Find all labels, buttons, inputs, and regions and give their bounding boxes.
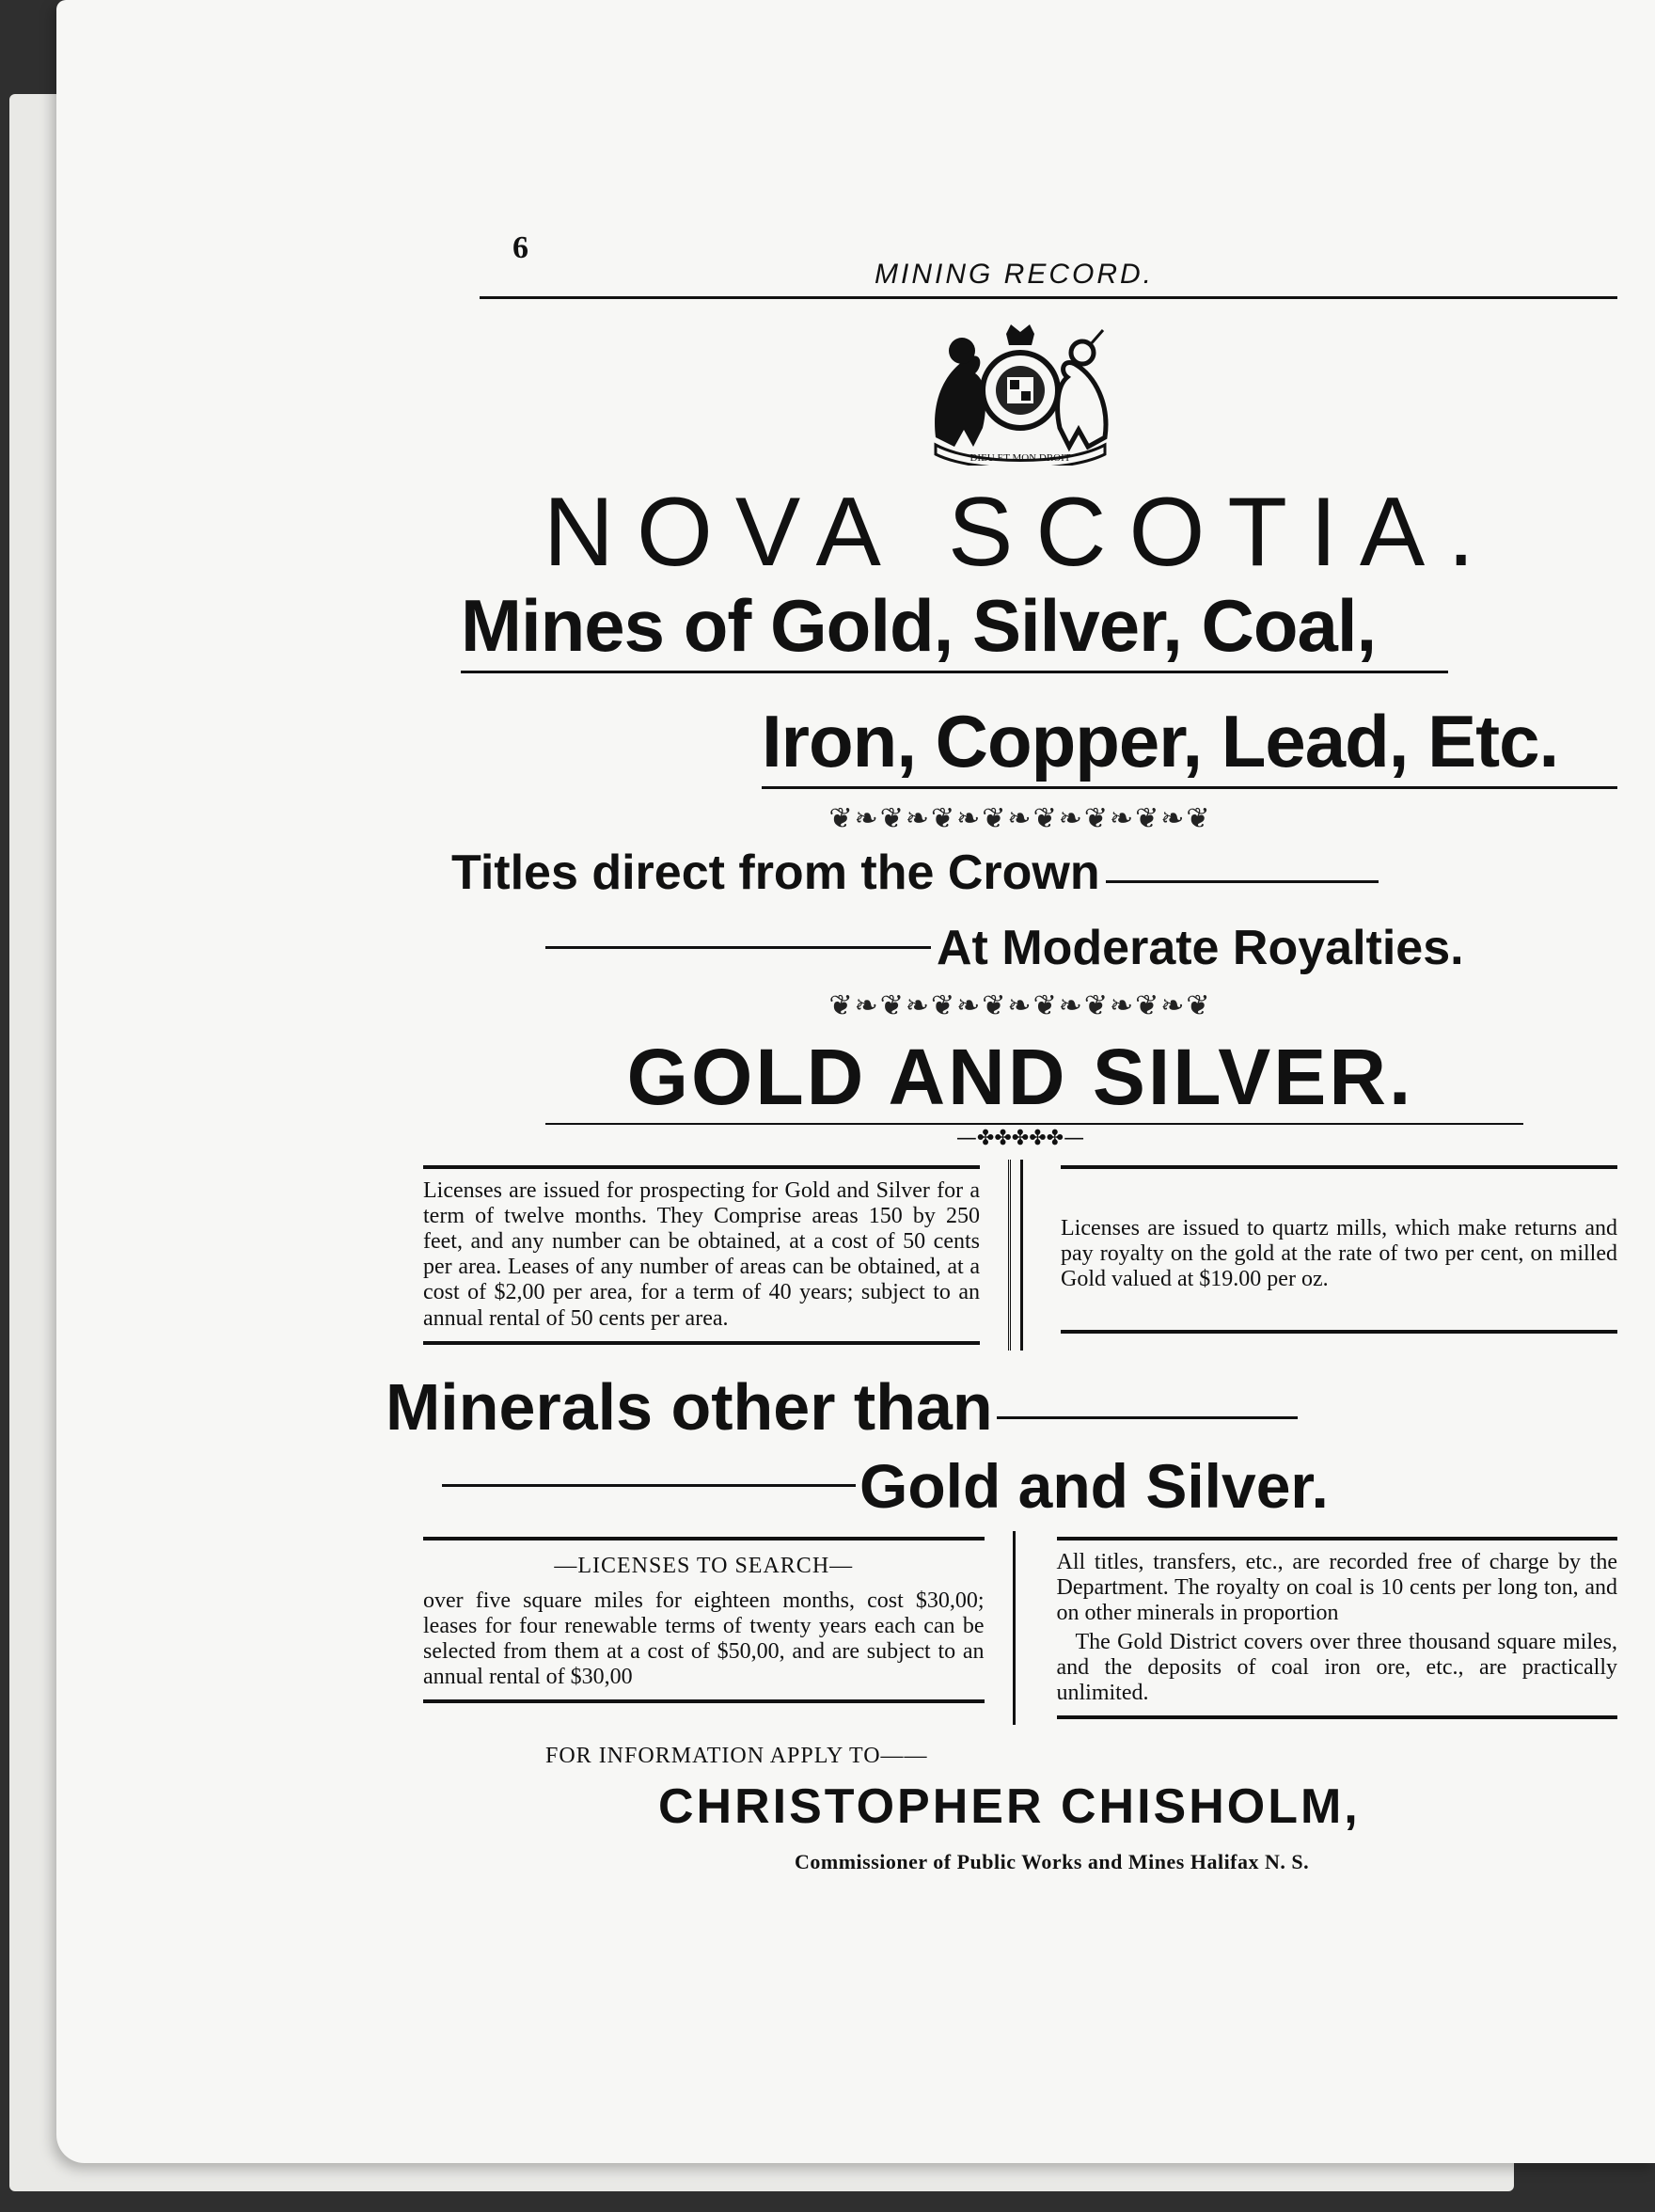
gold-silver-right-column: [1023, 1160, 1617, 1351]
minerals-line-2: [423, 1450, 1617, 1522]
page-content: [386, 221, 1617, 1874]
titles-recorded-text: All titles, transfers, etc., are recorded free of charge by the Department. The royalty on coal is 10 cents per long ton, and on other minerals in proportion: [1056, 1549, 1617, 1625]
running-title: MINING RECORD.: [875, 259, 1154, 290]
main-title: NOVA SCOTIA.: [543, 478, 1498, 587]
column-rule: [423, 1165, 980, 1169]
header-rule: [480, 296, 1617, 299]
gold-silver-heading: GOLD AND SILVER.: [626, 1032, 1414, 1121]
minerals-rule-2: [442, 1484, 856, 1487]
motto-text: DIEU ET MON DROIT: [969, 452, 1071, 464]
gold-silver-columns: [423, 1160, 1617, 1351]
column-divider: [1013, 1531, 1019, 1726]
column-rule: [423, 1537, 985, 1540]
titles-text: Titles direct from the Crown: [451, 845, 1100, 900]
prospecting-licenses-text: Licenses are issued for prospecting for Gold and Silver for a term of twelve months. They Comprise areas 150 by 250 feet, and any number can be obtained, at a cost of 50 cents per area. Leases of any number of areas can be obtained, at a cost of $2,00 per area, for a term of 40 years; subject to an annual rental of 50 cents per area.: [423, 1177, 980, 1331]
titles-rule: [1106, 880, 1379, 883]
minerals-rule: [997, 1416, 1298, 1419]
search-licenses-text: over five square miles for eighteen months, cost $30,00; leases for four renewable terms of twenty years each can be selected from them at a cost of $50,00, and are subject to an annual rental of $30,00: [423, 1588, 985, 1689]
apply-line: FOR INFORMATION APPLY TO——: [545, 1744, 928, 1769]
gold-silver-rule: [545, 1123, 1523, 1125]
page-header: [423, 221, 1617, 324]
column-rule: [423, 1699, 985, 1703]
iron-underline: [762, 786, 1617, 789]
gold-silver-left-column: [423, 1160, 1008, 1351]
ornament-divider-2: ❦❧❦❧❦❧❦❧❦❧❦❧❦❧❦: [828, 988, 1212, 1022]
royal-coat-of-arms-icon: [917, 324, 1124, 466]
gold-district-text: The Gold District covers over three thousand square miles, and the deposits of coal iron ore, etc., are practically unlimited.: [1056, 1629, 1617, 1706]
minerals-heading: Minerals other than: [386, 1369, 993, 1444]
royalties-line: [423, 920, 1617, 976]
column-rule: [1057, 1715, 1618, 1719]
mines-heading: Mines of Gold, Silver, Coal,: [461, 584, 1377, 668]
minerals-line-1: [386, 1369, 1617, 1445]
ornament-divider: ❦❧❦❧❦❧❦❧❦❧❦❧❦❧❦: [828, 801, 1212, 835]
minerals-right-column: [1019, 1531, 1618, 1726]
quartz-mills-text: Licenses are issued to quartz mills, which make returns and pay royalty on the gold at the rate of two per cent, on milled Gold valued at $19.00 per oz.: [1061, 1215, 1617, 1292]
column-rule: [423, 1341, 980, 1345]
royalties-text: At Moderate Royalties.: [937, 920, 1464, 975]
minerals-left-column: [423, 1531, 1013, 1726]
royalties-rule: [545, 946, 931, 949]
column-rule: [1057, 1537, 1618, 1540]
minerals-subheading: Gold and Silver.: [859, 1450, 1329, 1521]
contact-title: Commissioner of Public Works and Mines Halifax N. S.: [795, 1850, 1310, 1874]
document-page: [56, 0, 1655, 2163]
minerals-columns: [423, 1531, 1617, 1726]
column-rule: [1061, 1330, 1617, 1334]
iron-heading: Iron, Copper, Lead, Etc.: [762, 700, 1559, 783]
contact-name: CHRISTOPHER CHISHOLM,: [658, 1779, 1361, 1835]
small-ornament: —✤✤✤✤✤—: [955, 1126, 1085, 1150]
column-rule: [1061, 1165, 1617, 1169]
titles-line: [451, 845, 1617, 901]
column-divider: [1008, 1160, 1023, 1351]
mines-underline: [461, 671, 1448, 673]
page-number: 6: [512, 230, 528, 265]
licenses-to-search-heading: —LICENSES TO SEARCH—: [554, 1553, 854, 1578]
